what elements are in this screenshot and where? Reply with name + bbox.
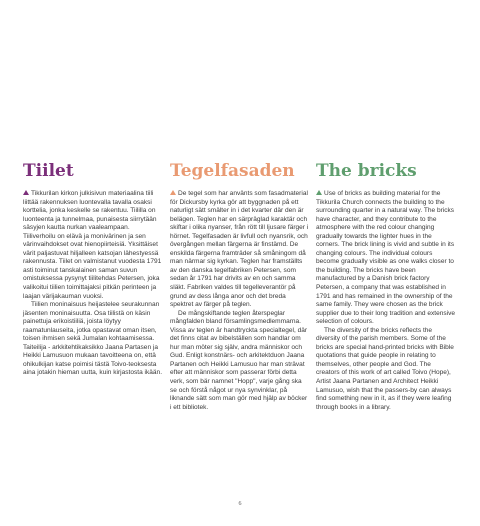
finnish-paragraph-1 — [23, 190, 163, 301]
english-paragraph-1 — [316, 190, 456, 327]
swedish-paragraph-1-text: De tegel som har använts som fasadmaterial för Dickursby kyrka gör att byggnaden på ett naturligt sätt smälter in i det kvarter där den är belägen. Teglen har en särpräglad karaktär och skiftar i olika nyanser, från rött till ljusare färger i hörnet. Tegelfasaden är livfull och nyansrik, och övergången mellan färgerna är finstämd. De enskilda färgerna framträder så småningom då man närmar sig kyrkan. Teglen har framställts av den danska tegelfabriken Petersen, som sedan år 1791 har drivits av en och samma släkt. Fabriken valdes till tegelleverantör på grund av dess långa anor och det breda spektret av färger på teglen. — [170, 190, 309, 309]
finnish-column — [23, 161, 163, 378]
swedish-heading: Tegelfasaden — [170, 161, 295, 181]
finnish-heading: Tiilet — [23, 161, 74, 181]
english-paragraph-1-text: Use of bricks as building material for the Tikkurila Church connects the building to the surrounding quarter in a natural way. The bricks have character, and they contribute to the atmosphere with the red colour changing gradually towards the lighter hues in the corners. The brick lining is vivid and subtle in its changing colours. The individual colours become gradually visible as one walks closer to the building. The bricks have been manufactured by a Danish brick factory Petersen, a company that was established in 1791 and has remained in the ownership of the same family. They were chosen as the brick supplier due to their long tradition and extensive selection of colours. — [316, 190, 456, 326]
triangle-icon — [23, 190, 29, 195]
english-body — [316, 190, 456, 412]
english-paragraph-2: The diversity of the bricks reflects the diversity of the parish members. Some of the bricks are special hand-printed bricks with Bible quotations that guide people in relating to themselves, other people and God. The creators of this work of art called Toivo (Hope), Artist Jaana Partanen and Architect Heikki Lamusuo, wish that the passers-by can always find something new in it, as if they were leafing through books in a library. — [316, 326, 454, 411]
finnish-body — [23, 190, 163, 378]
english-column — [316, 161, 456, 412]
swedish-column — [170, 161, 310, 412]
finnish-paragraph-1-text: Tikkurilan kirkon julkisivun materiaalina tiili liittää rakennuksen luontevalla tavalla osaksi korttelia, jonka keskelle se rakentuu. Tiililla on luonteenta ja tunnelmaa, punaisesta siirrytään säsyjen kautta nurkan vaaleampaan. Tiiliverhoilu on elävä ja monivärinen ja sen värinvaihdokset ovat hienopiirteisiä. Yksittäiset värit paljastuvat hiljalleen katsojan lähestyessä rakennusta. Tiilet on valmistanut vuodesta 1791 asti toiminut tanskalainen saman suvun omistuksessa pysynyt tiilitehdas Petersen, joka valikoitui tiilien toimittajaksi pitkän perinteen ja laajan värijakauman vuoksi. — [23, 190, 162, 300]
finnish-paragraph-2: Tiilien moninaisuus heijastelee seurakunnan jäsenten moninaisuutta. Osa tiilistä on käsin painettuja erikoistiiliä, joista löytyy raamatunlauseita, jotka opastavat oman itsen, toisen ihmisen sekä Jumalan kohtaamisessa. Taiteilija - arkkitehtikaksikko Jaana Partasen ja Heikki Lamusuon mukaan tavoitteena on, että ohikulkijan katse poimisi tästä Toivo-teoksesta aina jotakin hieman uutta, kuin kirjastosta ikään. — [23, 301, 163, 377]
triangle-icon — [170, 190, 176, 195]
english-heading: The bricks — [316, 161, 417, 181]
triangle-icon — [316, 190, 322, 195]
swedish-paragraph-1 — [170, 190, 310, 310]
swedish-paragraph-2: De mångskiftande teglen återspeglar mångfalden bland församlingsmedlemmarna. Vissa av teglen är handtryckta specialtegel, där det finns citat av bibelställen som handlar om hur man möter sig själv, andra människor och Gud. Enligt konstnärs- och arkitektduon Jaana Partanen och Heikki Lamusuo har man strävat efter att människor som passerar förbi detta verk, som bär namnet "Hopp", varje gång ska se och förstå något ur nya synvinklar, på liknande sätt som man gör med hjälp av böcker i ett bibliotek. — [170, 309, 308, 411]
swedish-body — [170, 190, 310, 412]
page-number: 6 — [238, 501, 242, 507]
